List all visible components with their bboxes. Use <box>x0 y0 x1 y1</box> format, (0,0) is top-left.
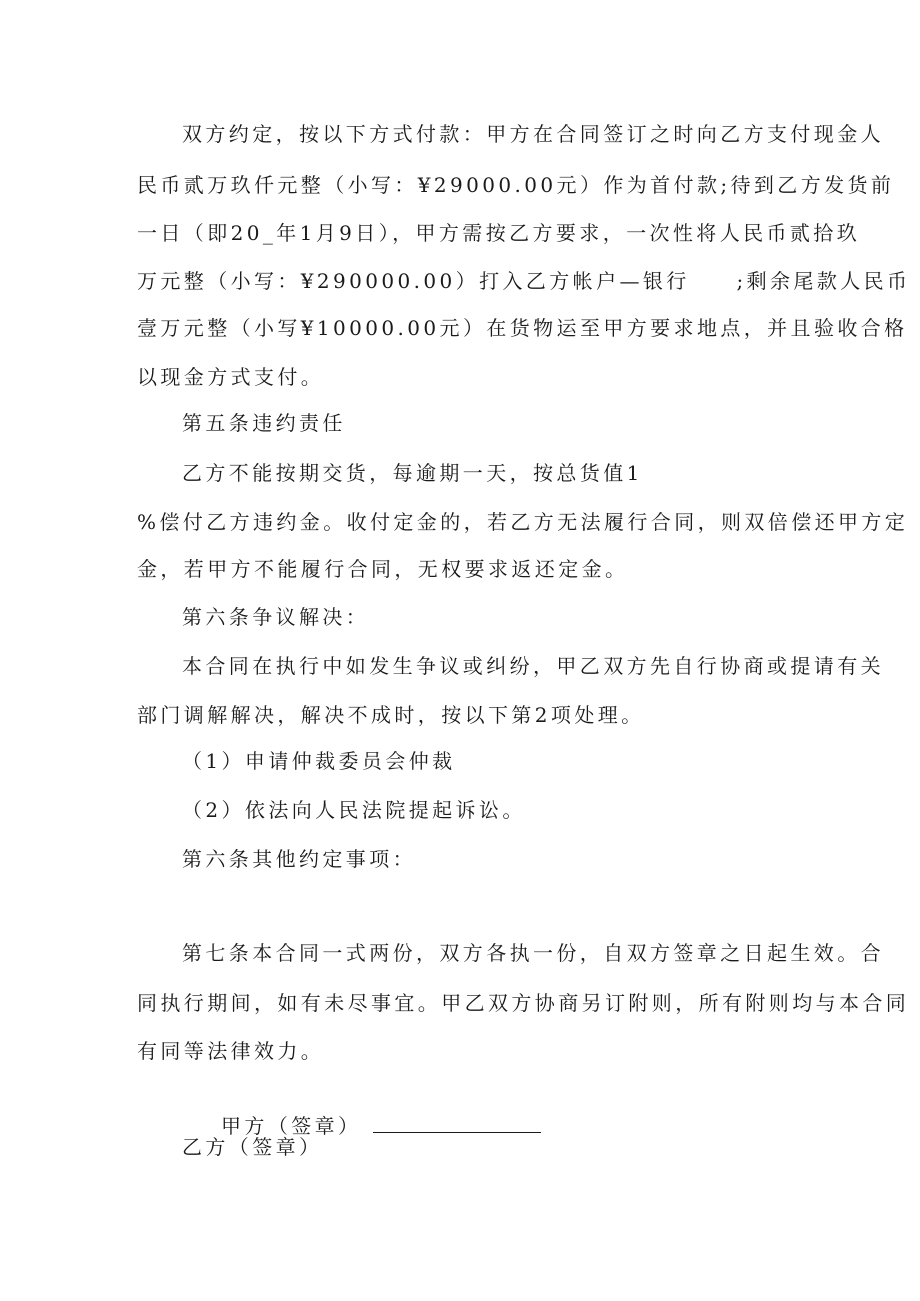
article5-line-2: %偿付乙方违约金。收付定金的，若乙方无法履行合同，则双倍偿还甲方定 <box>137 510 909 534</box>
payment-line-3: 一日（即20_年1月9日），甲方需按乙方要求，一次性将人民币贰拾玖 <box>137 221 861 245</box>
article5-line-3: 金，若甲方不能履行合同，无权要求返还定金。 <box>137 557 629 581</box>
payment-line-6: 以现金方式支付。 <box>137 365 325 389</box>
payment-line-4: 万元整（小写：¥290000.00）打入乙方帐户—银行 ;剩余尾款人民币 <box>137 269 911 293</box>
payment-line-1: 双方约定，按以下方式付款：甲方在合同签订之时向乙方支付现金人 <box>182 122 884 146</box>
article6-line-2: 部门调解解决，解决不成时，按以下第2项处理。 <box>137 703 645 727</box>
payment-line-2: 民币贰万玖仟元整（小写：¥29000.00元）作为首付款;待到乙方发货前 <box>137 173 895 197</box>
article6-line-1: 本合同在执行中如发生争议或纠纷，甲乙双方先自行协商或提请有关 <box>182 654 884 678</box>
article6-option-2: （2）依法向人民法院提起诉讼。 <box>182 798 526 822</box>
article7-line-3: 有同等法律效力。 <box>137 1039 325 1063</box>
party-a-signature-line <box>373 1114 541 1133</box>
article5-heading: 第五条违约责任 <box>182 411 346 435</box>
article7-line-2: 同执行期间，如有未尽事宜。甲乙双方协商另订附则，所有附则均与本合同 <box>137 991 910 1015</box>
payment-line-5: 壹万元整（小写¥10000.00元）在货物运至甲方要求地点，并且验收合格 <box>137 316 908 340</box>
article7-line-1: 第七条本合同一式两份，双方各执一份，自双方签章之日起生效。合 <box>182 941 884 965</box>
article6b-heading: 第六条其他约定事项： <box>182 847 416 871</box>
article6-option-1: （1）申请仲裁委员会仲裁 <box>182 749 456 773</box>
party-b-signature: 乙方（签章） <box>182 1135 323 1159</box>
article5-line-1: 乙方不能按期交货，每逾期一天，按总货值1 <box>182 461 643 485</box>
party-a-label: 甲方（签章） <box>221 1114 362 1138</box>
article6-heading: 第六条争议解决： <box>182 605 370 629</box>
